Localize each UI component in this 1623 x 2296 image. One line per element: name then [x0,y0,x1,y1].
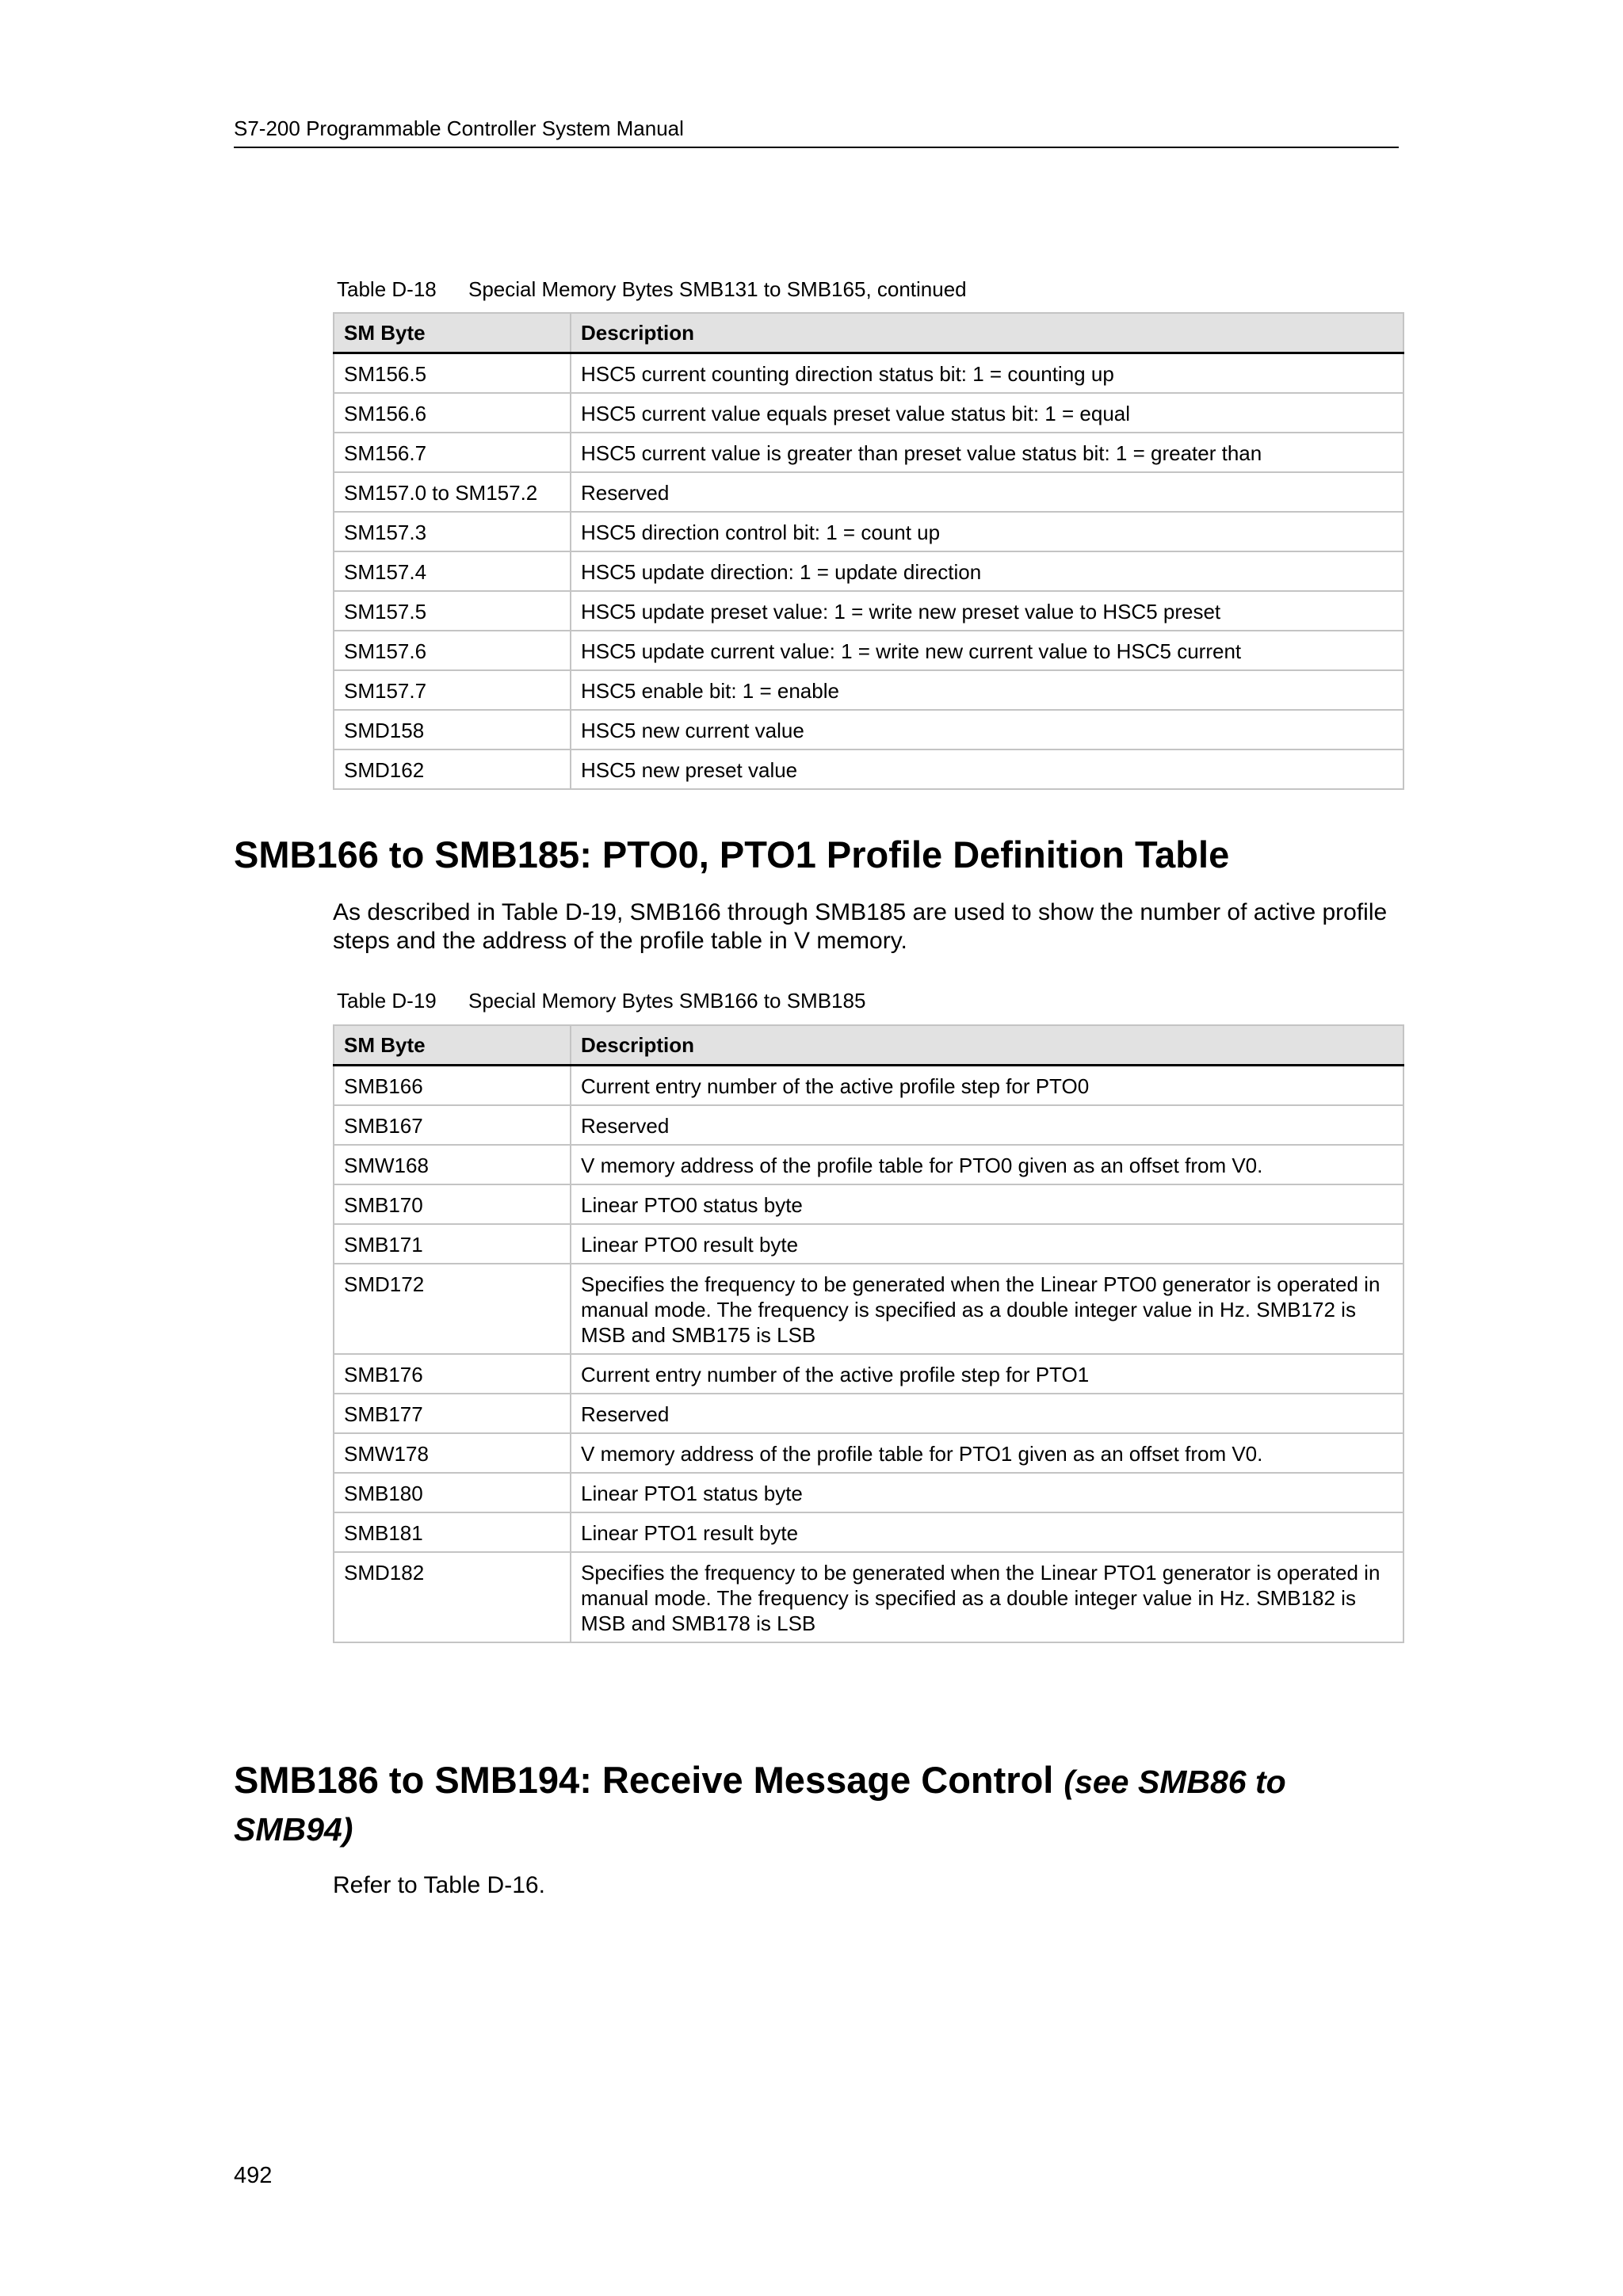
section-heading-receive-message-aside: (see SMB86 to SMB94) [234,1764,1286,1848]
table-d18 [333,312,1404,790]
description-cell: Specifies the frequency to be generated when the Linear PTO1 generator is operated in manual mode. The frequency is specified as a double integer value in Hz. SMB182 is MSB and SMB178 is LSB [571,1552,1403,1642]
table-row [334,472,1403,512]
description-cell: Reserved [571,1394,1403,1433]
table-row [334,1394,1403,1433]
table-d18-header-smbyte: SM Byte [334,313,571,353]
table-row [334,1512,1403,1552]
table-d18-header-description: Description [571,313,1403,353]
sm-byte-cell: SMB176 [334,1354,571,1394]
section-heading-receive-message [234,1757,1359,1852]
table-row [334,670,1403,710]
description-cell: HSC5 new preset value [571,749,1403,789]
description-cell: Current entry number of the active profile step for PTO0 [571,1066,1403,1106]
table-row [334,1473,1403,1512]
table-row [334,1264,1403,1354]
sm-byte-cell: SM157.4 [334,551,571,591]
table-row [334,710,1403,749]
sm-byte-cell: SM156.7 [334,433,571,472]
table-d19-title: Special Memory Bytes SMB166 to SMB185 [468,989,866,1013]
description-cell: Linear PTO0 status byte [571,1184,1403,1224]
table-row [334,1145,1403,1184]
description-cell: Specifies the frequency to be generated when the Linear PTO0 generator is operated in manual mode. The frequency is specified as a double integer value in Hz. SMB172 is MSB and SMB175 is LSB [571,1264,1403,1354]
table-d18-number: Table D-18 [337,277,437,301]
table-row [334,512,1403,551]
section-heading-receive-message-text: SMB186 to SMB194: Receive Message Control [234,1759,1054,1801]
table-row [334,1184,1403,1224]
sm-byte-cell: SMB170 [334,1184,571,1224]
table-row [334,393,1403,433]
description-cell: HSC5 current value equals preset value status bit: 1 = equal [571,393,1403,433]
description-cell: V memory address of the profile table for PTO0 given as an offset from V0. [571,1145,1403,1184]
table-d18-title: Special Memory Bytes SMB131 to SMB165, continued [468,277,967,301]
description-cell: HSC5 update current value: 1 = write new current value to HSC5 current [571,631,1403,670]
description-cell: Reserved [571,1105,1403,1145]
sm-byte-cell: SMD162 [334,749,571,789]
sm-byte-cell: SM157.3 [334,512,571,551]
sm-byte-cell: SM157.6 [334,631,571,670]
table-row [334,1433,1403,1473]
section-paragraph-receive-message: Refer to Table D-16. [333,1872,545,1898]
sm-byte-cell: SMB181 [334,1512,571,1552]
sm-byte-cell: SMD182 [334,1552,571,1642]
table-d19-header-description: Description [571,1025,1403,1066]
description-cell: Linear PTO0 result byte [571,1224,1403,1264]
description-cell: V memory address of the profile table for PTO1 given as an offset from V0. [571,1433,1403,1473]
description-cell: Linear PTO1 result byte [571,1512,1403,1552]
table-d18-caption [337,277,967,302]
table-row [334,433,1403,472]
sm-byte-cell: SM157.5 [334,591,571,631]
table-d19 [333,1024,1404,1643]
description-cell: Reserved [571,472,1403,512]
sm-byte-cell: SM157.7 [334,670,571,710]
sm-byte-cell: SMB167 [334,1105,571,1145]
running-header: S7-200 Programmable Controller System Manual [234,116,684,140]
description-cell: HSC5 current value is greater than preset value status bit: 1 = greater than [571,433,1403,472]
sm-byte-cell: SMD158 [334,710,571,749]
table-row [334,749,1403,789]
sm-byte-cell: SMB180 [334,1473,571,1512]
table-d19-caption [337,988,865,1013]
description-cell: HSC5 update direction: 1 = update direction [571,551,1403,591]
description-cell: HSC5 new current value [571,710,1403,749]
table-row [334,551,1403,591]
table-row [334,353,1403,394]
description-cell: HSC5 enable bit: 1 = enable [571,670,1403,710]
table-row [334,1105,1403,1145]
description-cell: Linear PTO1 status byte [571,1473,1403,1512]
description-cell: Current entry number of the active profile step for PTO1 [571,1354,1403,1394]
description-cell: HSC5 current counting direction status bit: 1 = counting up [571,353,1403,394]
sm-byte-cell: SMD172 [334,1264,571,1354]
sm-byte-cell: SMB171 [334,1224,571,1264]
description-cell: HSC5 direction control bit: 1 = count up [571,512,1403,551]
sm-byte-cell: SM156.6 [334,393,571,433]
table-row [334,1354,1403,1394]
sm-byte-cell: SM156.5 [334,353,571,394]
table-row [334,631,1403,670]
sm-byte-cell: SMW168 [334,1145,571,1184]
table-row [334,1552,1403,1642]
sm-byte-cell: SM157.0 to SM157.2 [334,472,571,512]
table-row [334,591,1403,631]
sm-byte-cell: SMB166 [334,1066,571,1106]
sm-byte-cell: SMB177 [334,1394,571,1433]
table-d19-number: Table D-19 [337,989,437,1013]
section-heading-pto-profile: SMB166 to SMB185: PTO0, PTO1 Profile Definition Table [234,833,1230,875]
header-rule [234,147,1399,148]
table-row [334,1224,1403,1264]
table-d19-header-smbyte: SM Byte [334,1025,571,1066]
description-cell: HSC5 update preset value: 1 = write new preset value to HSC5 preset [571,591,1403,631]
section-paragraph-pto-profile: As described in Table D-19, SMB166 through SMB185 are used to show the number of active profile steps and the address of the profile table in V memory. [333,899,1388,954]
table-row [334,1066,1403,1106]
sm-byte-cell: SMW178 [334,1433,571,1473]
page-number: 492 [234,2163,273,2188]
